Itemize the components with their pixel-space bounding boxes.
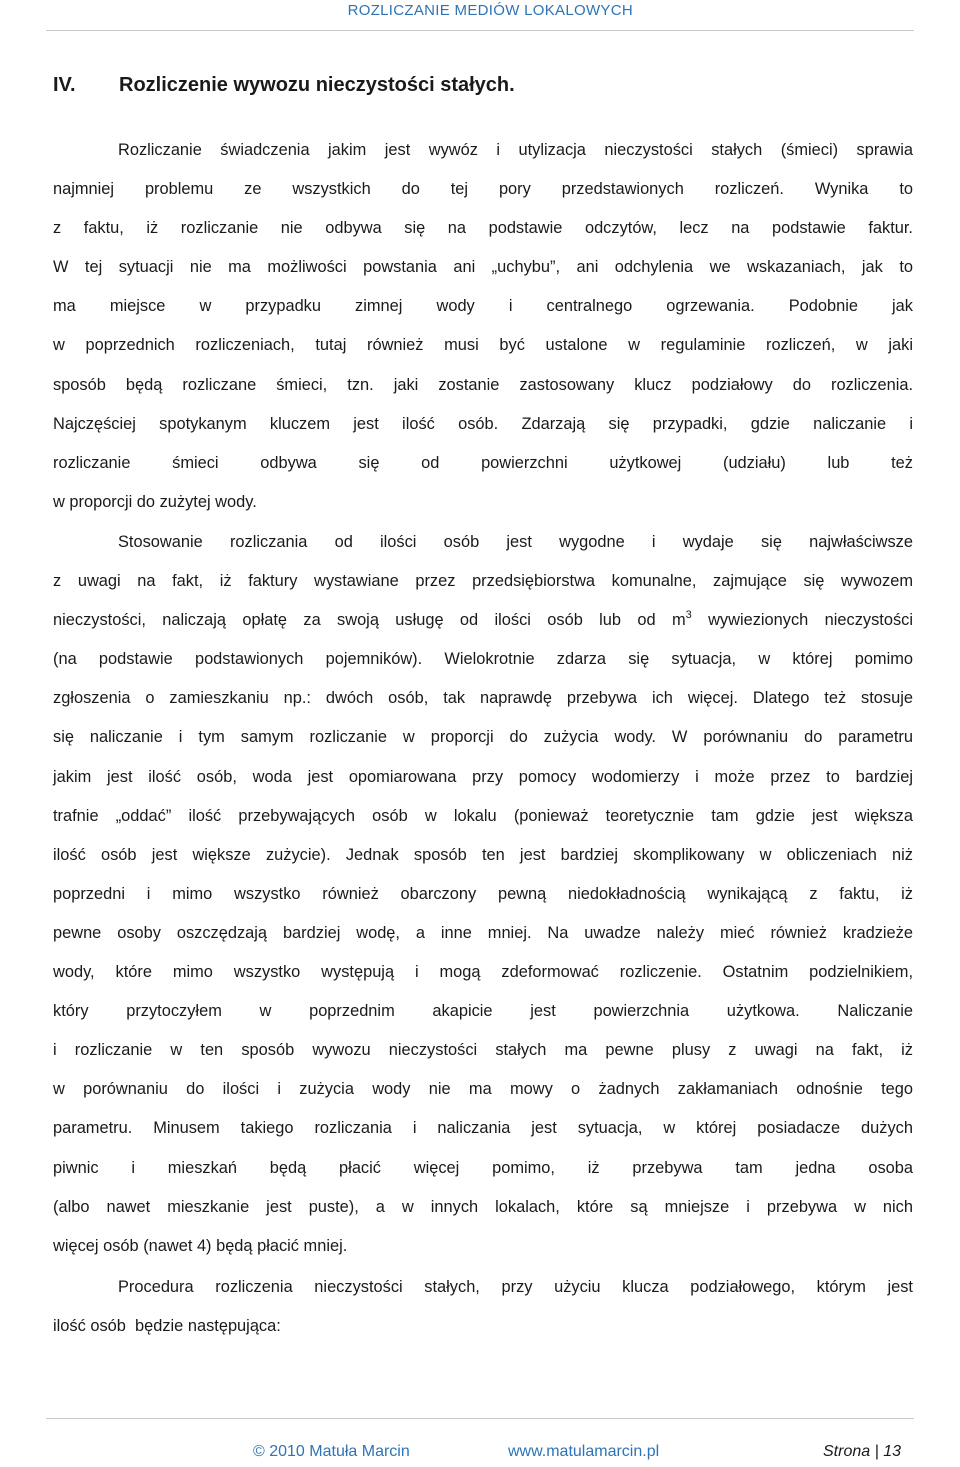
text-line: Rozliczanie świadczenia jakim jest wywóz i utylizacja nieczystości stałych (śmieci) sprawia	[118, 141, 913, 159]
text-line: z uwagi na fakt, iż faktury wystawiane przez przedsiębiorstwa komunalne, zajmujące się wywozem	[53, 572, 913, 591]
text-line: Stosowanie rozliczania od ilości osób jest wygodne i wydaje się najwłaściwsze	[118, 533, 913, 551]
superscript-exponent: 3	[685, 609, 692, 622]
text-line	[53, 601, 913, 640]
footer-copyright: © 2010 Matuła Marcin	[253, 1443, 410, 1460]
text-line: sposób będą rozliczane śmieci, tzn. jaki zostanie zastosowany klucz podziałowy do rozliczenia.	[53, 375, 913, 394]
text-line: zgłoszenia o zamieszkaniu np.: dwóch osób, tak naprawdę przebywa ich więcej. Dlatego też stosuje	[53, 689, 913, 708]
running-header: ROZLICZANIE MEDIÓW LOKALOWYCH	[347, 2, 633, 19]
footer-divider	[46, 1418, 914, 1419]
text-line: w proporcji do zużytej wody.	[53, 492, 257, 511]
section-heading	[53, 74, 515, 97]
text-line: rozliczanie śmieci odbywa się od powierzchni użytkowej (udziału) lub też	[53, 453, 913, 472]
text-line: Najczęściej spotykanym kluczem jest ilość osób. Zdarzają się przypadki, gdzie naliczanie i	[53, 414, 913, 433]
text-line: pewne osoby oszczędzają bardziej wodę, a inne mniej. Na uwadze należy mieć również kradzieże	[53, 923, 913, 942]
text-line: w porównaniu do ilości i zużycia wody nie ma mowy o żadnych zakłamaniach odnośnie tego	[53, 1080, 913, 1099]
text-line: i rozliczanie w ten sposób wywozu nieczystości stałych ma pewne plusy z uwagi na fakt, iż	[53, 1041, 913, 1060]
text-segment: wywiezionych nieczystości	[691, 611, 913, 630]
text-line: więcej osób (nawet 4) będą płacić mniej.	[53, 1236, 348, 1255]
text-line: Procedura rozliczenia nieczystości stałych, przy użyciu klucza podziałowego, którym jest	[118, 1278, 913, 1296]
header-divider	[46, 30, 914, 31]
text-line: (na podstawie podstawionych pojemników). Wielokrotnie zdarza się sytuacja, w której pomimo	[53, 650, 913, 669]
text-line: jakim jest ilość osób, woda jest opomiarowana przy pomocy wodomierzy i może przez to bardziej	[53, 767, 913, 786]
text-line: ma miejsce w przypadku zimnej wody i centralnego ogrzewania. Podobnie jak	[53, 297, 913, 316]
text-line: (albo nawet mieszkanie jest puste), a w innych lokalach, które są mniejsze i przebywa w nich	[53, 1197, 913, 1216]
text-line: najmniej problemu ze wszystkich do tej pory przedstawionych rozliczeń. Wynika to	[53, 180, 913, 199]
text-line: W tej sytuacji nie ma możliwości powstania ani „uchybu”, ani odchylenia we wskazaniach, jak to	[53, 258, 913, 277]
paragraph-1	[53, 131, 913, 522]
text-line: który przytoczyłem w poprzednim akapicie jest powierzchnia użytkowa. Naliczanie	[53, 1002, 913, 1021]
text-line: z faktu, iż rozliczanie nie odbywa się na podstawie odczytów, lecz na podstawie faktur.	[53, 219, 913, 238]
text-line: się naliczanie i tym samym rozliczanie w proporcji do zużycia wody. W porównaniu do parametru	[53, 728, 913, 747]
section-number: IV.	[53, 74, 76, 96]
text-line: poprzedni i mimo wszystko również obarczony pewną niedokładnością wynikającą z faktu, iż	[53, 884, 913, 903]
paragraph-2	[53, 523, 913, 1266]
text-line: ilość osób jest większe zużycie). Jednak sposób ten jest bardziej skomplikowany w obliczeniach niż	[53, 845, 913, 864]
page-number: 13	[883, 1443, 901, 1460]
text-line: w poprzednich rozliczeniach, tutaj również musi być ustalone w regulaminie rozliczeń, w jaki	[53, 336, 913, 355]
text-line: ilość osób będzie następująca:	[53, 1317, 281, 1336]
text-line: trafnie „oddać” ilość przebywających osób w lokalu (ponieważ teoretycznie tam gdzie jest większa	[53, 806, 913, 825]
text-line: wody, które mimo wszystko występują i mogą zdeformować rozliczenie. Ostatnim podzielnikiem,	[53, 963, 913, 982]
paragraph-3	[53, 1268, 913, 1346]
footer-website-link[interactable]: www.matulamarcin.pl	[508, 1443, 660, 1460]
text-line: piwnic i mieszkań będą płacić więcej pomimo, iż przebywa tam jedna osoba	[53, 1158, 913, 1177]
footer-page-number: Strona | 13	[823, 1443, 901, 1460]
text-segment: nieczystości, naliczają opłatę za swoją usługę od ilości osób lub od m	[53, 611, 686, 630]
page-label: Strona	[823, 1443, 871, 1460]
section-title: Rozliczenie wywozu nieczystości stałych.	[119, 74, 515, 96]
text-line: parametru. Minusem takiego rozliczania i naliczania jest sytuacja, w której posiadacze dużych	[53, 1119, 913, 1138]
